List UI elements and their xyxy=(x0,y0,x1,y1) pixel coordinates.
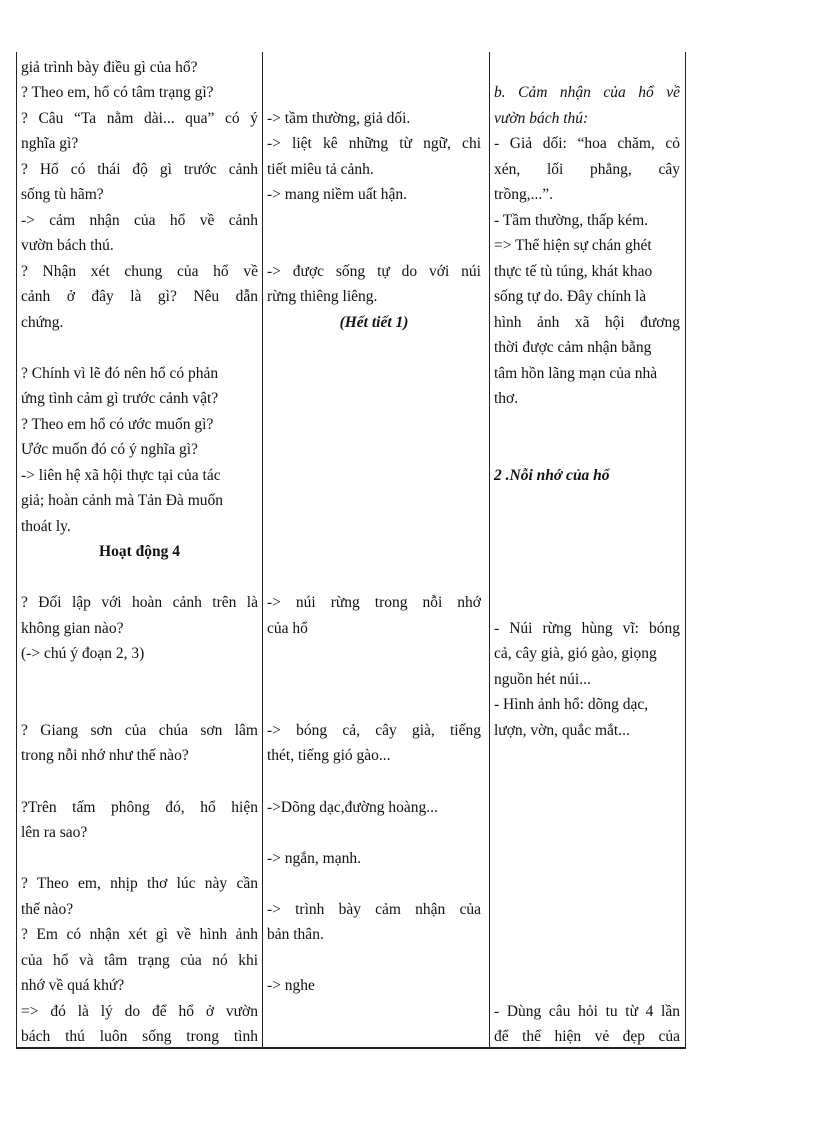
col1-line: ? Câu “Ta nằm dài... qua” có ý xyxy=(21,110,258,127)
col3-line: sống tự do. Đây chính là xyxy=(494,288,647,305)
col1-line: ? Hổ có thái độ gì trước cảnh xyxy=(21,161,258,178)
col1-line: không gian nào? xyxy=(21,620,124,637)
col1-line: lên ra sao? xyxy=(21,824,88,841)
col3-line: nguồn hét núi... xyxy=(494,671,591,688)
col1-line: ứng tình cảm gì trước cảnh vật? xyxy=(21,390,219,407)
section-heading-2: 2 .Nỗi nhớ của hổ xyxy=(494,467,610,484)
col3-line: thời được cảm nhận bằng xyxy=(494,339,652,356)
col3-line: để thể hiện vẻ đẹp của xyxy=(494,1028,680,1045)
col3-line: thực tế tù túng, khát khao xyxy=(494,263,653,280)
section-heading-activity-4: Hoạt động 4 xyxy=(99,543,180,560)
col1-line: ? Theo em hổ có ước muốn gì? xyxy=(21,416,214,433)
col1-line: trong nỗi nhớ như thế nào? xyxy=(21,747,189,764)
col1-line: nhớ về quá khứ? xyxy=(21,977,125,994)
col1-line: ?Trên tấm phông đó, hổ hiện xyxy=(21,799,258,816)
col2-line: tiết miêu tả cảnh. xyxy=(267,161,374,178)
col1-line: Ước muốn đó có ý nghĩa gì? xyxy=(21,441,198,458)
col3-line: - Dùng câu hỏi tu từ 4 lần xyxy=(494,1003,680,1020)
col1-line: ? Giang sơn của chúa sơn lâm xyxy=(21,722,258,739)
col1-line: ? Đối lập với hoàn cảnh trên là xyxy=(21,594,258,611)
column-divider-1 xyxy=(262,52,263,1048)
end-of-period-note: (Hết tiết 1) xyxy=(339,314,409,331)
col2-line: -> nghe xyxy=(267,977,315,994)
col1-line: chứng. xyxy=(21,314,64,331)
col1-line: ? Nhận xét chung của hổ về xyxy=(21,263,258,280)
col2-line: ->Dõng dạc,đường hoàng... xyxy=(267,799,438,816)
col3-line: hình ảnh xã hội đương xyxy=(494,314,680,331)
section-heading-b-cont: vườn bách thú: xyxy=(494,110,589,127)
col2-line: -> núi rừng trong nỗi nhớ xyxy=(267,594,481,611)
column-divider-2 xyxy=(489,52,490,1048)
table-border-right xyxy=(685,52,686,1048)
col1-line: của hổ và tâm trạng của nó khi xyxy=(21,952,258,969)
lesson-table xyxy=(16,52,686,1048)
col3-line: - Tầm thường, thấp kém. xyxy=(494,212,649,229)
col3-line: trồng,...”. xyxy=(494,186,553,203)
table-border-bottom xyxy=(16,1047,686,1049)
col3-line: - Hình ảnh hổ: dõng dạc, xyxy=(494,696,649,713)
col2-line: thét, tiếng gió gào... xyxy=(267,747,391,764)
col2-line: bản thân. xyxy=(267,926,324,943)
section-heading-b: b. Cảm nhận của hổ về xyxy=(494,84,680,101)
col1-line: ? Em có nhận xét gì về hình ảnh xyxy=(21,926,258,943)
col1-line: (-> chú ý đoạn 2, 3) xyxy=(21,645,145,662)
col1-line: vườn bách thú. xyxy=(21,237,114,254)
col2-line: của hổ xyxy=(267,620,308,637)
col1-line: ? Theo em, hổ có tâm trạng gì? xyxy=(21,84,214,101)
col2-line: -> bóng cả, cây già, tiếng xyxy=(267,722,481,739)
col3-line: lượn, vờn, quắc mắt... xyxy=(494,722,630,739)
col1-line: thoát ly. xyxy=(21,518,71,535)
col1-line: giả; hoàn cảnh mà Tản Đà muốn xyxy=(21,492,224,509)
col3-line: - Giả dối: “hoa chăm, cỏ xyxy=(494,135,680,152)
col2-line: -> được sống tự do với núi xyxy=(267,263,481,280)
col3-line: xén, lối phẳng, cây xyxy=(494,161,680,178)
col1-line: sống tù hãm? xyxy=(21,186,104,203)
col1-line: nghĩa gì? xyxy=(21,135,79,152)
col1-line: giả trình bày điều gì của hổ? xyxy=(21,59,198,76)
col2-line: -> mang niềm uất hận. xyxy=(267,186,408,203)
col2-line: -> liệt kê những từ ngữ, chi xyxy=(267,135,481,152)
col1-line: -> cảm nhận của hổ về cảnh xyxy=(21,212,258,229)
col3-line: - Núi rừng hùng vĩ: bóng xyxy=(494,620,680,637)
col1-line: cảnh ở đây là gì? Nêu dẫn xyxy=(21,288,258,305)
col2-line: rừng thiêng liêng. xyxy=(267,288,378,305)
col3-line: cả, cây già, gió gào, giọng xyxy=(494,645,657,662)
col1-line: ? Chính vì lẽ đó nên hổ có phản xyxy=(21,365,219,382)
col1-line: -> liên hệ xã hội thực tại của tác xyxy=(21,467,221,484)
col2-line: -> trình bày cảm nhận của xyxy=(267,901,481,918)
col3-line: thơ. xyxy=(494,390,519,407)
col1-line: thế nào? xyxy=(21,901,74,918)
col2-line: -> ngắn, mạnh. xyxy=(267,850,361,867)
col3-line: => Thể hiện sự chán ghét xyxy=(494,237,652,254)
col1-line: => đó là lý do để hổ ở vườn xyxy=(21,1003,258,1020)
col1-line: ? Theo em, nhịp thơ lúc này cần xyxy=(21,875,258,892)
col1-line: bách thú luôn sống trong tình xyxy=(21,1028,258,1045)
col3-line: tâm hồn lãng mạn của nhà xyxy=(494,365,658,382)
table-border-left xyxy=(16,52,17,1048)
col2-line: -> tầm thường, giả dối. xyxy=(267,110,411,127)
